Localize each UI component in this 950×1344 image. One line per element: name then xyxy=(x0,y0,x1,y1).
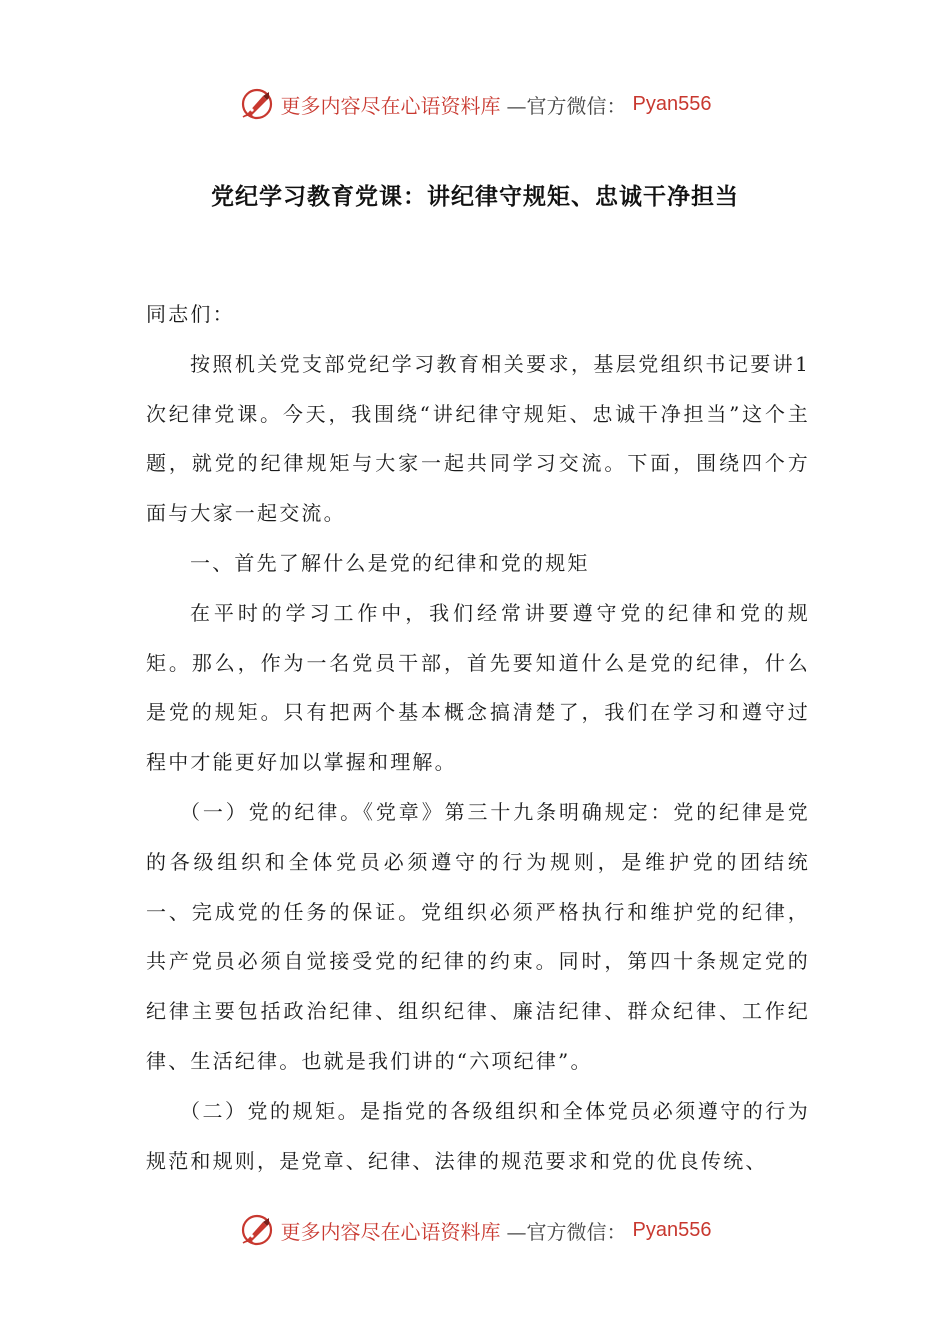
paragraph-party-discipline: （一）党的纪律。《党章》第三十九条明确规定：党的纪律是党的各级组织和全体党员必须遵守的行为规则，是维护党的团结统一、完成党的任务的保证。党组织必须严格执行和维护党的纪律，共产党员必须自觉接受党的纪律的约束。同时，第四十条规定党的纪律主要包括政治纪律、组织纪律、廉洁纪律、群众纪律、工作纪律、生活纪律。也就是我们讲的“六项纪律”。 xyxy=(146,799,810,1073)
pen-nib-logo-icon xyxy=(239,1212,275,1248)
section-heading-one: 一、首先了解什么是党的纪律和党的规矩 xyxy=(190,550,590,575)
banner-wechat-label: —官方微信： xyxy=(506,93,627,118)
paragraph-section-one: 在平时的学习工作中，我们经常讲要遵守党的纪律和党的规矩。那么，作为一名党员干部，首先要知道什么是党的纪律，什么是党的规矩。只有把两个基本概念搞清楚了，我们在学习和遵守过程中才能更好加以掌握和理解。 xyxy=(146,600,810,775)
banner-wechat-id: Pyan556 xyxy=(632,92,712,115)
banner-site-name: 更多内容尽在心语资料库 xyxy=(280,1219,501,1244)
banner-site-name: 更多内容尽在心语资料库 xyxy=(280,93,501,118)
paragraph-party-rules: （二）党的规矩。是指党的各级组织和全体党员必须遵守的行为规范和规则，是党章、纪律、法律的规范要求和党的优良传统、 xyxy=(146,1098,810,1173)
document-title: 党纪学习教育党课：讲纪律守规矩、忠诚干净担当 xyxy=(211,184,739,210)
banner-wechat-label: —官方微信： xyxy=(506,1219,627,1244)
document-body xyxy=(146,290,810,1186)
banner-wechat-id: Pyan556 xyxy=(632,1218,712,1241)
footer-watermark-banner xyxy=(0,1208,950,1252)
paragraph-intro: 按照机关党支部党纪学习教育相关要求，基层党组织书记要讲1次纪律党课。今天，我围绕“讲纪律守规矩、忠诚干净担当”这个主题，就党的纪律规矩与大家一起共同学习交流。下面，围绕四个方面与大家一起交流。 xyxy=(146,351,810,526)
header-watermark-banner xyxy=(0,82,950,126)
pen-nib-logo-icon xyxy=(239,86,275,122)
greeting: 同志们： xyxy=(146,302,235,326)
